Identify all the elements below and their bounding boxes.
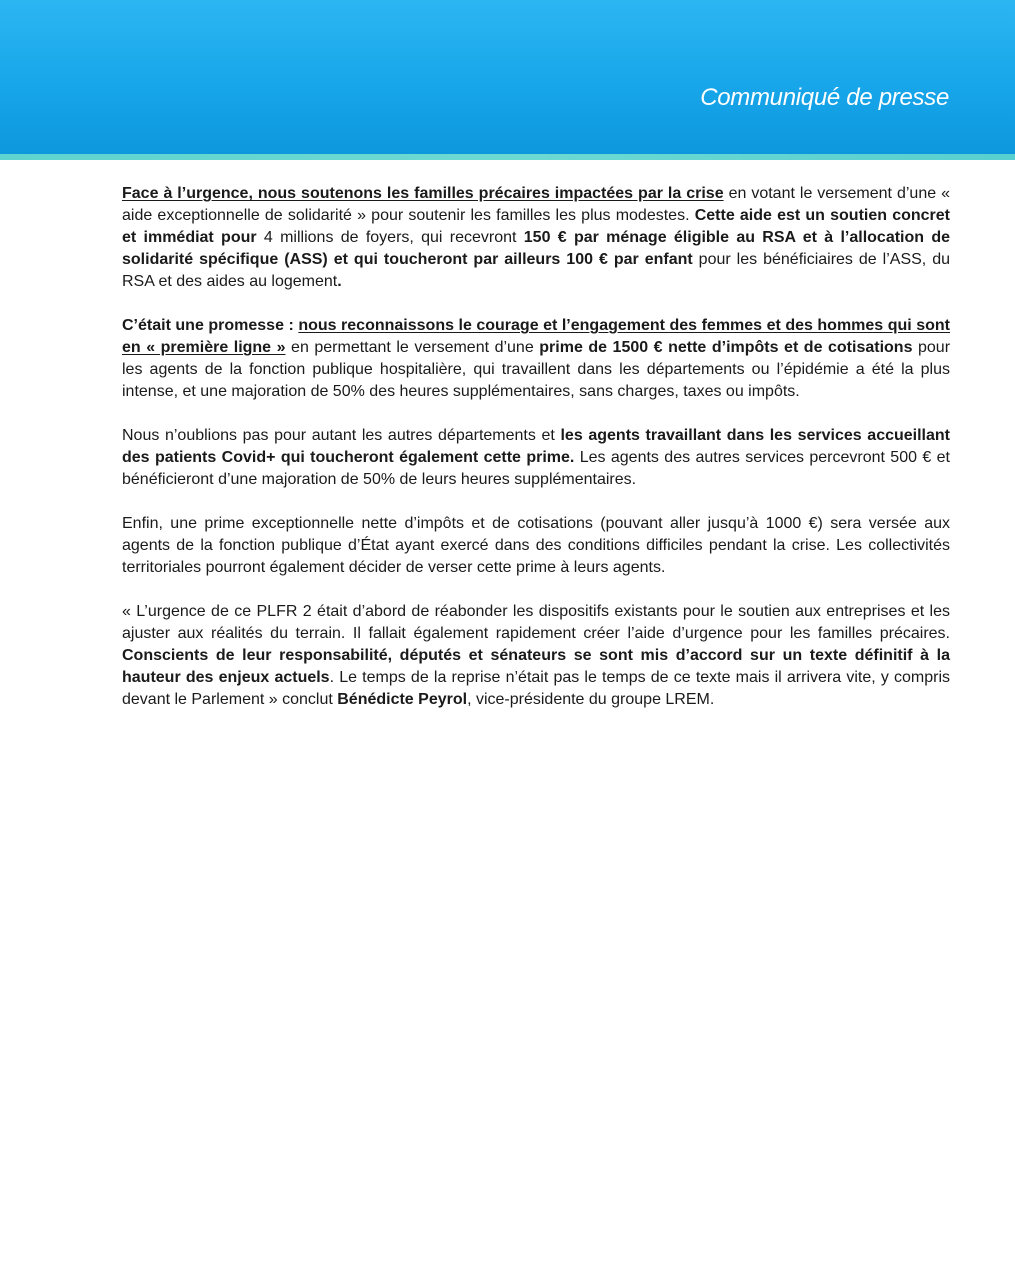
text-run: C’était une promesse : <box>122 317 299 334</box>
text-run: Conscients de leur responsabilité, députés et sénateurs se sont mis d’accord sur un texte définitif à la hauteur des enjeux actuels <box>122 647 950 686</box>
paragraph-2 <box>122 315 950 403</box>
text-run: Enfin, une prime exceptionnelle nette d’impôts et de cotisations (pouvant aller jusqu’à 1000 €) sera versée aux agents de la fonction publique d’État ayant exercé dans des conditions difficiles pendant la crise. Les collectivités territoriales pourront également décider de verser cette prime à leurs agents. <box>122 515 950 576</box>
text-run: Face à l’urgence, nous soutenons les familles précaires impactées par la crise <box>122 185 724 202</box>
text-run: 4 millions de foyers, qui recevront <box>256 229 524 246</box>
header-stripe <box>0 154 1015 160</box>
text-run: pour les agents de la fonction publique hospitalière, qui travaillent dans les départements ou l’épidémie a été la plus intense, et une majoration de 50% des heures supplémentaires, sans charges, taxes ou impôts. <box>122 339 951 400</box>
paragraph-3 <box>122 425 950 491</box>
text-run: Les agents des autres services percevront 500 € et bénéficieront d’une majoration de 50% de leurs heures supplémentaires. <box>122 449 950 488</box>
text-run: Nous n’oublions pas pour autant les autres départements et <box>122 427 561 444</box>
text-run: . <box>337 273 342 290</box>
press-release-body <box>122 183 950 733</box>
text-run: nous reconnaissons le courage et l’engagement des femmes et des hommes qui sont en « première ligne » <box>122 317 951 356</box>
text-run: Cette aide est un soutien concret et immédiat pour <box>122 207 950 246</box>
text-run: Bénédicte Peyrol <box>337 691 468 708</box>
text-run: , vice-présidente du groupe LREM. <box>467 691 715 708</box>
text-run: les agents travaillant dans les services accueillant des patients Covid+ qui toucheront également cette prime. <box>122 427 951 466</box>
text-run: 150 € par ménage éligible au RSA et à l’allocation de solidarité spécifique (ASS) et qui toucheront par ailleurs 100 € par enfant <box>122 229 951 268</box>
text-run: pour les bénéficiaires de l’ASS, du RSA et des aides au logement <box>122 251 951 290</box>
page-title: Communiqué de presse <box>700 84 949 111</box>
paragraph-1 <box>122 183 950 293</box>
text-run: prime de 1500 € nette d’impôts et de cotisations <box>539 339 913 356</box>
header-band <box>0 0 1015 154</box>
text-run: en votant le versement d’une « aide exceptionnelle de solidarité » pour soutenir les familles les plus modestes. <box>122 185 950 224</box>
text-run: en permettant le versement d’une <box>285 339 540 356</box>
text-run: . Le temps de la reprise n’était pas le temps de ce texte mais il arrivera vite, y compris devant le Parlement » conclut <box>122 669 951 708</box>
paragraph-4 <box>122 513 950 579</box>
paragraph-5 <box>122 601 950 711</box>
text-run: « L’urgence de ce PLFR 2 était d’abord de réabonder les dispositifs existants pour le soutien aux entreprises et les ajuster aux réalités du terrain. Il fallait également rapidement créer l’aide d’urgence pour les familles précaires. <box>122 603 950 642</box>
